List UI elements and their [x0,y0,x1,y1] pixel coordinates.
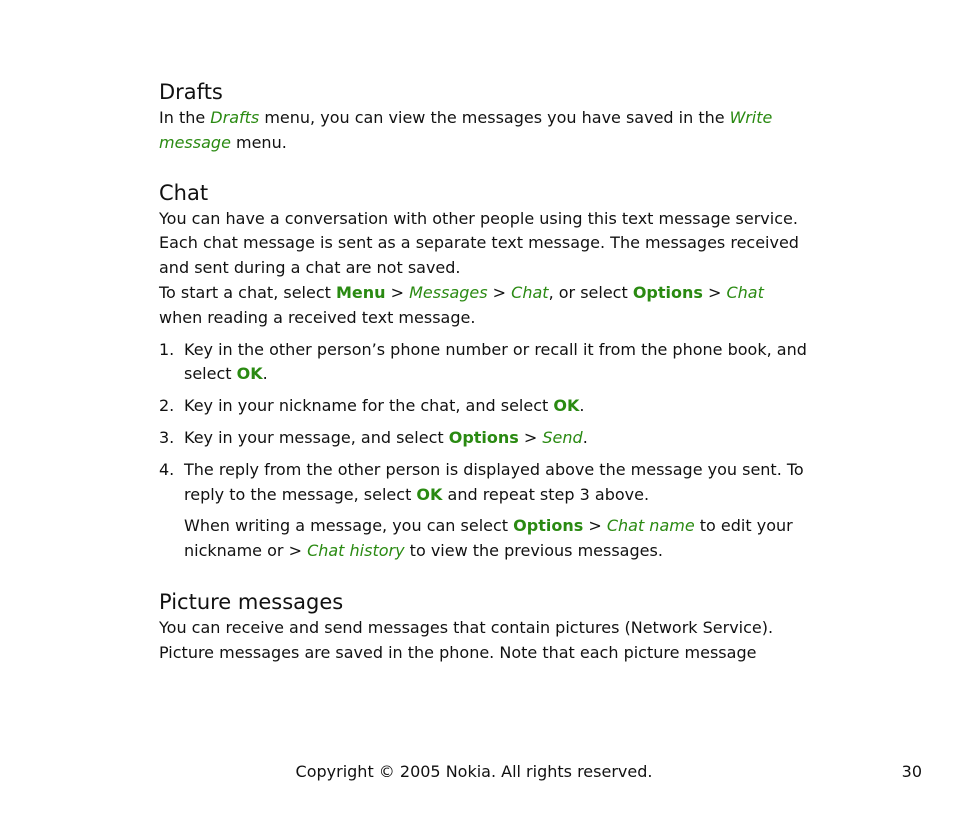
chat-start-text-c: when reading a received text message. [159,307,476,327]
step-text: The reply from the other person is displayed above the message you sent. To reply to the message, select [184,459,804,504]
step-number: 1. [159,339,175,359]
step-text: Key in your nickname for the chat, and select [184,396,554,416]
drafts-text-2: menu, you can view the messages you have saved in the [259,108,730,127]
drafts-section [159,78,809,156]
chat-ref-2: Chat [726,282,764,302]
chat-start-text-a: To start a chat, select [159,282,336,302]
chat-heading: Chat [159,180,209,205]
step-number: 2. [159,396,175,416]
options-key: Options [632,282,703,302]
footer-copyright: Copyright © 2005 Nokia. All rights reserved. [295,762,653,781]
list-item [159,394,809,419]
ok-key: OK [236,364,263,384]
chat-note [159,514,809,564]
step-end: . [579,396,585,416]
chat-sep-1: > [385,282,410,302]
page-number: 30 [901,762,922,781]
step-text: Key in the other person’s phone number or recall it from the phone book, and select [184,339,807,384]
chat-steps-list [159,338,809,508]
options-key: Options [448,427,519,447]
list-item [159,426,809,451]
step-end: . [262,364,268,384]
drafts-heading: Drafts [159,80,223,104]
step-end: and repeat step 3 above. [442,484,650,504]
messages-ref: Messages [409,282,488,302]
menu-key: Menu [335,282,386,302]
picture-messages-body: You can receive and send messages that contain pictures (Network Service). Picture messages are saved in the phone. Note that each picture message [159,617,774,662]
ok-key: OK [416,484,443,504]
step-end: . [582,427,588,447]
picture-messages-heading: Picture messages [159,589,344,614]
write-message-ref: Write message [159,108,773,152]
drafts-text-1: In the [159,108,211,127]
chat-start-text-b: , or select [548,282,633,302]
drafts-menu-ref: Drafts [210,108,260,127]
options-key: Options [513,516,584,536]
chat-history-ref: Chat history [307,541,405,561]
chat-name-ref: Chat name [606,516,695,536]
ok-key: OK [553,396,580,416]
drafts-paragraph [159,106,809,156]
note-text-a: When writing a message, you can select [184,516,514,536]
step-text: Key in your message, and select [184,427,449,447]
list-item [159,338,809,388]
step-number: 4. [159,459,175,479]
picture-messages-section [159,588,809,666]
step-sep: > [518,427,543,447]
chat-section [159,179,809,564]
chat-intro: You can have a conversation with other people using this text message service. Each chat message is sent as a separate text message. The messages received and sent during a chat are not saved. [159,208,799,278]
note-sep: > [583,516,607,536]
page-content [159,78,809,666]
chat-sep-3: > [702,282,727,302]
note-text-c: to view the previous messages. [404,541,663,561]
chat-sep-2: > [487,282,512,302]
step-number: 3. [159,427,175,447]
drafts-text-3: menu. [230,132,287,152]
send-ref: Send [542,427,583,447]
chat-ref: Chat [511,282,549,302]
note-text-b: to edit your nickname or > [184,516,793,561]
chat-start-paragraph [159,281,809,331]
list-item [159,458,809,508]
